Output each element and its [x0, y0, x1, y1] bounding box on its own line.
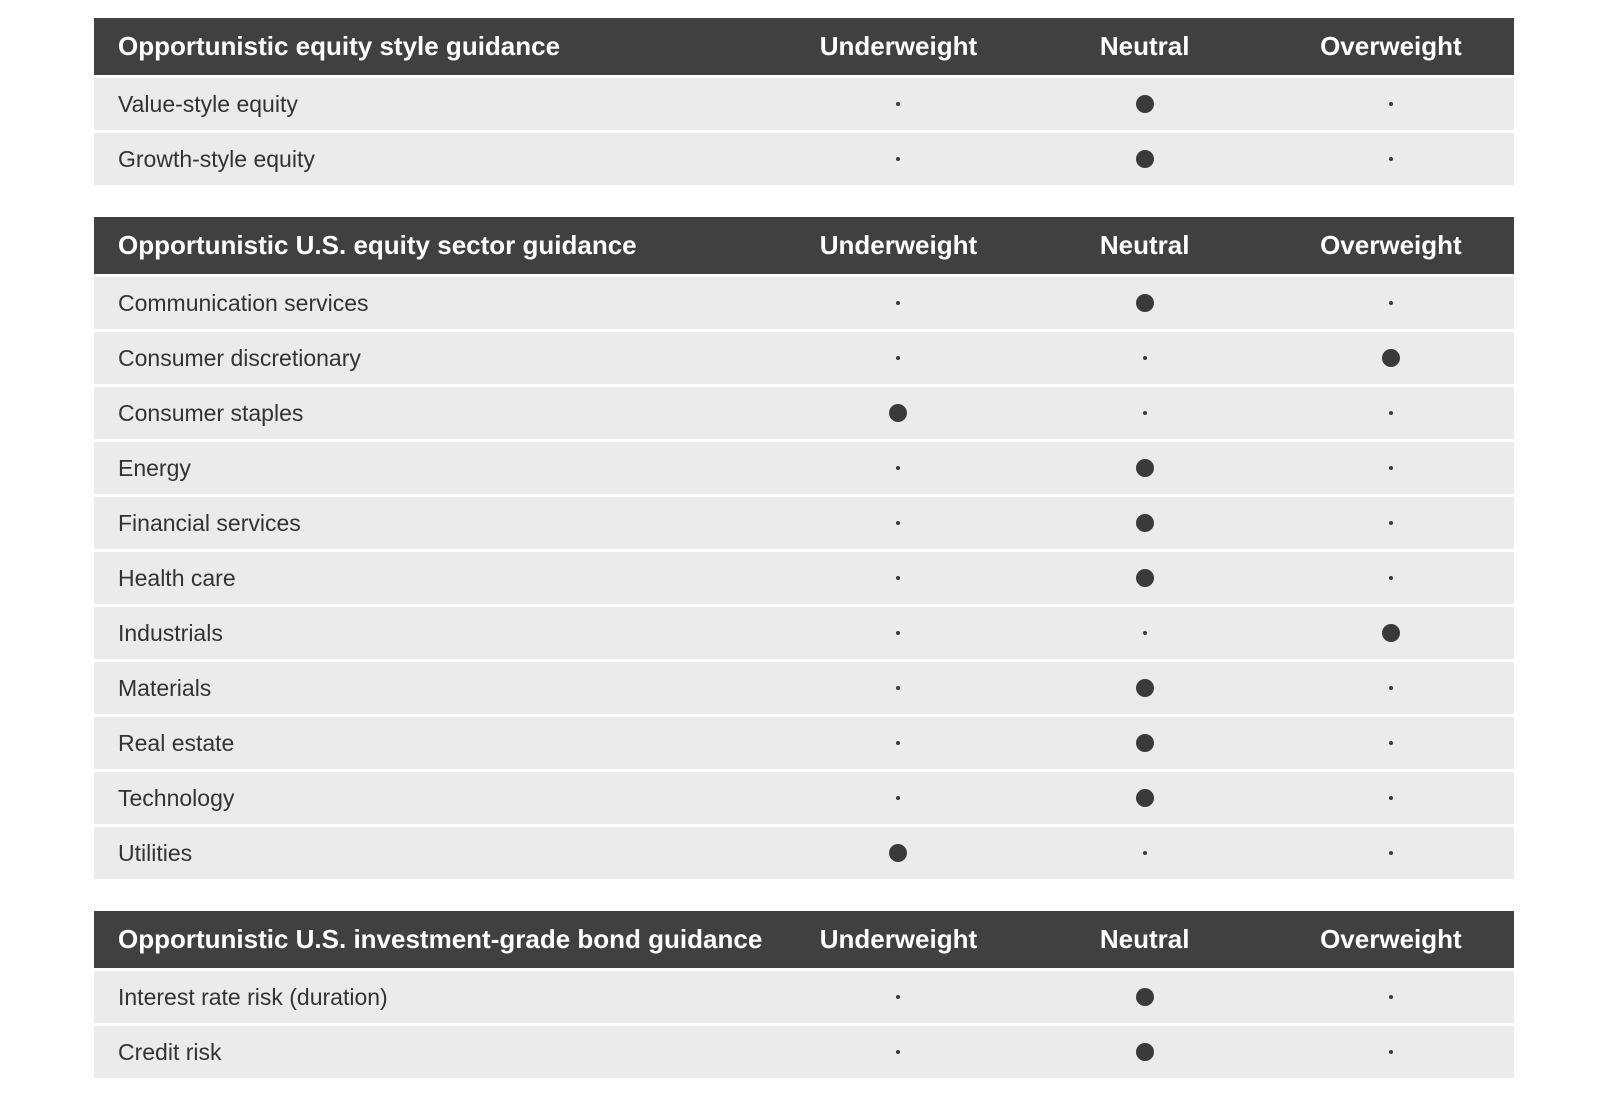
unselected-dot-icon: [1389, 157, 1393, 161]
cell-underweight: [775, 631, 1021, 635]
selected-dot-icon: [889, 404, 907, 422]
unselected-dot-icon: [896, 466, 900, 470]
row-label: Interest rate risk (duration): [118, 983, 388, 1010]
cell-neutral: [1022, 988, 1268, 1006]
table-row: [94, 827, 1514, 879]
unselected-dot-icon: [896, 301, 900, 305]
cell-overweight: [1268, 521, 1514, 525]
cell-neutral: [1022, 789, 1268, 807]
unselected-dot-icon: [896, 796, 900, 800]
selected-dot-icon: [1136, 459, 1154, 477]
cell-underweight: [775, 404, 1021, 422]
table-title: Opportunistic U.S. investment-grade bond guidance: [118, 924, 763, 954]
column-header-overweight: Overweight: [1320, 230, 1462, 260]
column-header-underweight: Underweight: [819, 31, 978, 61]
unselected-dot-icon: [1389, 102, 1393, 106]
table-header-row: [94, 217, 1514, 274]
cell-underweight: [775, 576, 1021, 580]
unselected-dot-icon: [896, 356, 900, 360]
cell-underweight: [775, 1050, 1021, 1054]
guidance-table: [94, 911, 1514, 1078]
cell-overweight: [1268, 301, 1514, 305]
unselected-dot-icon: [896, 1050, 900, 1054]
unselected-dot-icon: [896, 631, 900, 635]
table-row: [94, 772, 1514, 824]
table-row: [94, 552, 1514, 604]
cell-overweight: [1268, 102, 1514, 106]
selected-dot-icon: [1136, 789, 1154, 807]
cell-underweight: [775, 356, 1021, 360]
cell-overweight: [1268, 411, 1514, 415]
table-title: Opportunistic U.S. equity sector guidance: [118, 230, 637, 260]
cell-neutral: [1022, 514, 1268, 532]
cell-neutral: [1022, 411, 1268, 415]
cell-neutral: [1022, 569, 1268, 587]
selected-dot-icon: [1136, 1043, 1154, 1061]
cell-neutral: [1022, 150, 1268, 168]
column-header-neutral: Neutral: [1099, 924, 1190, 954]
row-label: Credit risk: [118, 1038, 222, 1065]
cell-overweight: [1268, 576, 1514, 580]
cell-neutral: [1022, 631, 1268, 635]
column-header-underweight: Underweight: [819, 230, 978, 260]
column-header-neutral: Neutral: [1099, 31, 1190, 61]
table-row: [94, 133, 1514, 185]
table-row: [94, 387, 1514, 439]
row-label: Technology: [118, 784, 235, 811]
selected-dot-icon: [1136, 150, 1154, 168]
selected-dot-icon: [1136, 294, 1154, 312]
table-row: [94, 78, 1514, 130]
cell-overweight: [1268, 741, 1514, 745]
guidance-table: [94, 217, 1514, 879]
selected-dot-icon: [1136, 569, 1154, 587]
row-label: Health care: [118, 564, 236, 591]
unselected-dot-icon: [1389, 576, 1393, 580]
table-row: [94, 332, 1514, 384]
row-label: Materials: [118, 674, 212, 701]
cell-neutral: [1022, 95, 1268, 113]
cell-neutral: [1022, 851, 1268, 855]
cell-overweight: [1268, 349, 1514, 367]
unselected-dot-icon: [1389, 466, 1393, 470]
cell-neutral: [1022, 294, 1268, 312]
row-label: Value-style equity: [118, 90, 298, 117]
cell-underweight: [775, 995, 1021, 999]
row-label: Real estate: [118, 729, 235, 756]
selected-dot-icon: [1136, 95, 1154, 113]
cell-overweight: [1268, 851, 1514, 855]
cell-neutral: [1022, 356, 1268, 360]
unselected-dot-icon: [1389, 995, 1393, 999]
cell-neutral: [1022, 734, 1268, 752]
column-header-neutral: Neutral: [1099, 230, 1190, 260]
guidance-table: [94, 18, 1514, 185]
cell-underweight: [775, 157, 1021, 161]
row-label: Utilities: [118, 839, 193, 866]
cell-underweight: [775, 686, 1021, 690]
table-row: [94, 1026, 1514, 1078]
cell-underweight: [775, 796, 1021, 800]
table-row: [94, 607, 1514, 659]
table-row: [94, 662, 1514, 714]
unselected-dot-icon: [1389, 686, 1393, 690]
cell-underweight: [775, 521, 1021, 525]
cell-neutral: [1022, 459, 1268, 477]
row-label: Industrials: [118, 619, 223, 646]
selected-dot-icon: [1136, 988, 1154, 1006]
cell-overweight: [1268, 796, 1514, 800]
cell-neutral: [1022, 679, 1268, 697]
unselected-dot-icon: [1389, 411, 1393, 415]
unselected-dot-icon: [1389, 741, 1393, 745]
cell-underweight: [775, 301, 1021, 305]
cell-overweight: [1268, 1050, 1514, 1054]
table-header-row: [94, 18, 1514, 75]
table-title: Opportunistic equity style guidance: [118, 31, 561, 61]
cell-overweight: [1268, 624, 1514, 642]
guidance-tables: [94, 18, 1514, 1078]
cell-overweight: [1268, 686, 1514, 690]
selected-dot-icon: [1136, 679, 1154, 697]
cell-underweight: [775, 741, 1021, 745]
row-label: Energy: [118, 454, 191, 481]
unselected-dot-icon: [1389, 301, 1393, 305]
table-row: [94, 277, 1514, 329]
table-row: [94, 497, 1514, 549]
table-row: [94, 971, 1514, 1023]
unselected-dot-icon: [1143, 631, 1147, 635]
cell-overweight: [1268, 466, 1514, 470]
table-header-row: [94, 911, 1514, 968]
cell-underweight: [775, 466, 1021, 470]
unselected-dot-icon: [1389, 1050, 1393, 1054]
unselected-dot-icon: [1143, 356, 1147, 360]
table-row: [94, 442, 1514, 494]
unselected-dot-icon: [896, 521, 900, 525]
unselected-dot-icon: [896, 576, 900, 580]
column-header-overweight: Overweight: [1320, 31, 1462, 61]
unselected-dot-icon: [1143, 851, 1147, 855]
selected-dot-icon: [1382, 349, 1400, 367]
unselected-dot-icon: [896, 686, 900, 690]
unselected-dot-icon: [1389, 851, 1393, 855]
column-header-underweight: Underweight: [819, 924, 978, 954]
row-label: Consumer discretionary: [118, 344, 361, 371]
unselected-dot-icon: [1143, 411, 1147, 415]
unselected-dot-icon: [896, 102, 900, 106]
row-label: Growth-style equity: [118, 145, 315, 172]
cell-overweight: [1268, 995, 1514, 999]
cell-neutral: [1022, 1043, 1268, 1061]
row-label: Communication services: [118, 289, 369, 316]
table-row: [94, 717, 1514, 769]
selected-dot-icon: [1136, 734, 1154, 752]
selected-dot-icon: [1136, 514, 1154, 532]
selected-dot-icon: [1382, 624, 1400, 642]
row-label: Financial services: [118, 509, 301, 536]
cell-underweight: [775, 844, 1021, 862]
column-header-overweight: Overweight: [1320, 924, 1462, 954]
unselected-dot-icon: [1389, 521, 1393, 525]
row-label: Consumer staples: [118, 399, 304, 426]
cell-overweight: [1268, 157, 1514, 161]
unselected-dot-icon: [896, 741, 900, 745]
selected-dot-icon: [889, 844, 907, 862]
unselected-dot-icon: [896, 995, 900, 999]
unselected-dot-icon: [1389, 796, 1393, 800]
cell-underweight: [775, 102, 1021, 106]
unselected-dot-icon: [896, 157, 900, 161]
